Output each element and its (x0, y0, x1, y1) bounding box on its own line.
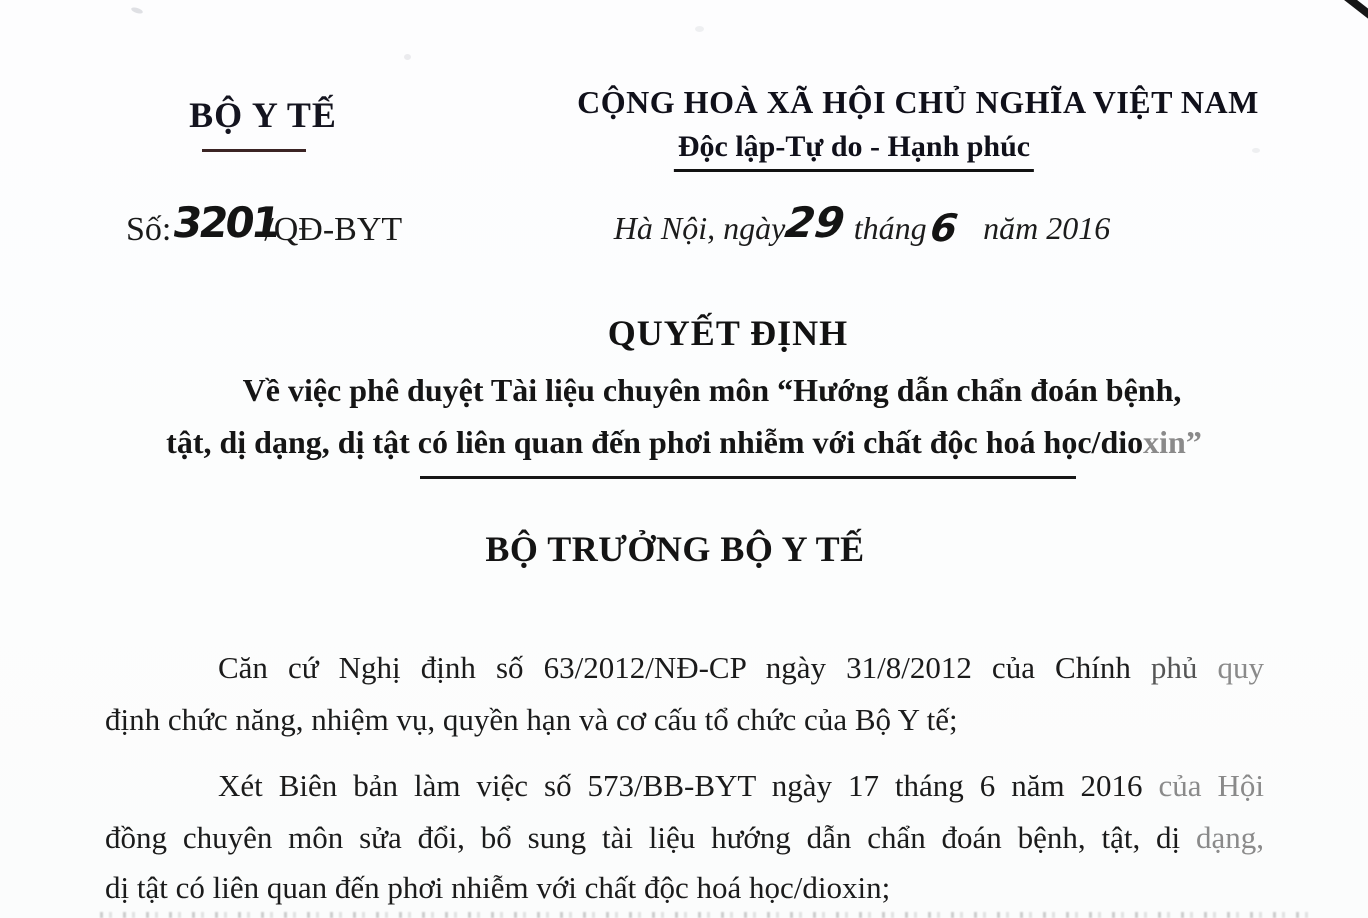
scan-speck (1252, 148, 1260, 153)
paragraph1-line1 (218, 650, 1264, 696)
p2-l2-faded: dạng, (1195, 820, 1264, 855)
handwritten-number: 3201 (169, 198, 282, 247)
subtitle-line2-main: tật, dị dạng, dị tật có liên quan đến phơi nhiễm với chất độc hoá học/dio (166, 424, 1144, 460)
paragraph2-line1 (218, 768, 1264, 814)
date-prefix: Hà Nội, ngày (613, 210, 786, 246)
p2-l1-text: Xét Biên bản làm việc số 573/BB-BYT ngày 17 tháng 6 năm 2016 (218, 768, 1143, 803)
paragraph2-line3: dị tật có liên quan đến phơi nhiễm với chất độc hoá học/dioxin; (105, 870, 891, 905)
p2-l1-faded: của Hội (1158, 768, 1264, 803)
document-number-suffix: /QĐ-BYT (264, 211, 403, 248)
cut-off-next-line-strip (100, 912, 1310, 918)
handwritten-month: 6 (927, 206, 961, 250)
paragraph2-line2 (105, 820, 1264, 866)
title-underline (420, 476, 1076, 479)
republic-motto: Độc lập-Tự do - Hạnh phúc (674, 130, 1034, 172)
date-month-word: tháng (853, 210, 927, 246)
document-number (126, 198, 403, 250)
decision-subtitle-line1: Về việc phê duyệt Tài liệu chuyên môn “Hướng dẫn chẩn đoán bệnh, (242, 372, 1182, 408)
handwritten-day: 29 (781, 198, 848, 247)
date-tail: năm 2016 (983, 210, 1111, 246)
scan-speck (695, 26, 704, 32)
p2-l2-text: đồng chuyên môn sửa đổi, bổ sung tài liệu hướng dẫn chẩn đoán bệnh, tật, dị (105, 820, 1181, 855)
scan-speck (404, 54, 411, 60)
authority-title: BỘ TRƯỞNG BỘ Y TẾ (485, 529, 865, 569)
decision-title: QUYẾT ĐỊNH (607, 313, 849, 353)
paragraph1-line2: định chức năng, nhiệm vụ, quyền hạn và cơ cấu tổ chức của Bộ Y tế; (105, 702, 958, 737)
ministry-name: BỘ Y TẾ (189, 95, 337, 135)
scan-speck (131, 6, 144, 14)
document-number-label: Số: (126, 211, 172, 248)
subtitle-line2-faded: xin” (1143, 424, 1202, 460)
decision-subtitle-line2 (166, 424, 1202, 461)
date-line (614, 200, 1110, 249)
p1-l1-text: Căn cứ Nghị định số 63/2012/NĐ-CP ngày 31/8/2012 của Chính (218, 650, 1131, 685)
republic-title: CỘNG HOÀ XÃ HỘI CHỦ NGHĨA VIỆT NAM (577, 84, 1259, 120)
p1-l1-mid-faded: phủ (1150, 650, 1198, 685)
scan-mark-top-right (1336, 0, 1368, 22)
p1-l1-faded: quy (1217, 650, 1264, 685)
ministry-underline (202, 149, 306, 152)
